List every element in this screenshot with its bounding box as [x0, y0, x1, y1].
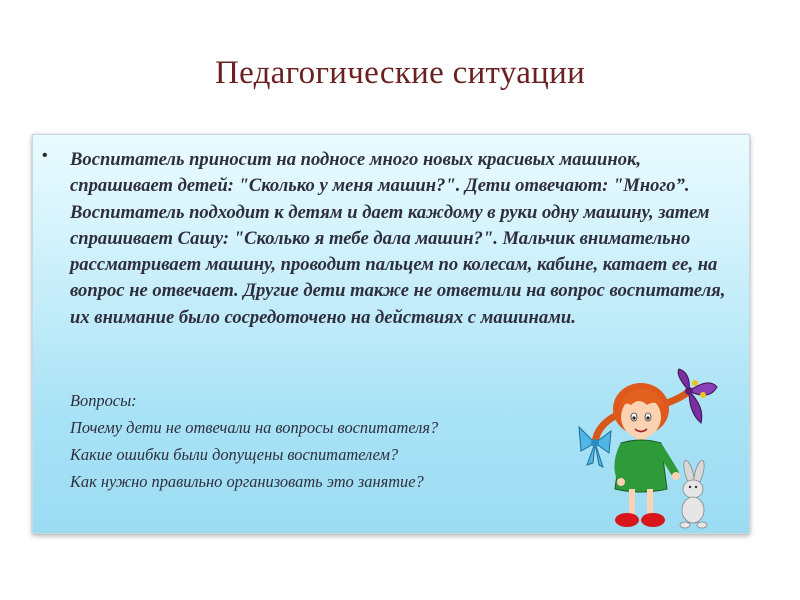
question-item: Какие ошибки были допущены воспитателем? — [70, 445, 399, 464]
question-item: Как нужно правильно организовать это занятие? — [70, 472, 424, 491]
questions-heading: Вопросы: — [70, 391, 137, 410]
bullet-icon: • — [42, 147, 48, 164]
girl-illustration-icon — [575, 365, 725, 535]
slide-title: Педагогические ситуации — [214, 55, 586, 91]
toy-bunny-icon — [680, 459, 707, 528]
situation-text: Воспитатель приносит на подносе много новых красивых машинок, спрашивает детей: "Сколько у меня машин?". Дети отвечают: "Много”. Воспитатель подходит к детям и дает каждому в руки одну машину, затем спрашивает Сашу: "Сколько я тебе дала машин?". Мальчик внимательно рассматривает машину, проводит пальцем по колесам, кабине, катает ее, на вопрос не отвечает. Другие дети также не ответили на вопрос воспитателя, их внимание было сосредоточено на действиях с машинами. — [70, 149, 726, 328]
question-item: Почему дети не отвечали на вопросы воспитателя? — [70, 418, 439, 437]
